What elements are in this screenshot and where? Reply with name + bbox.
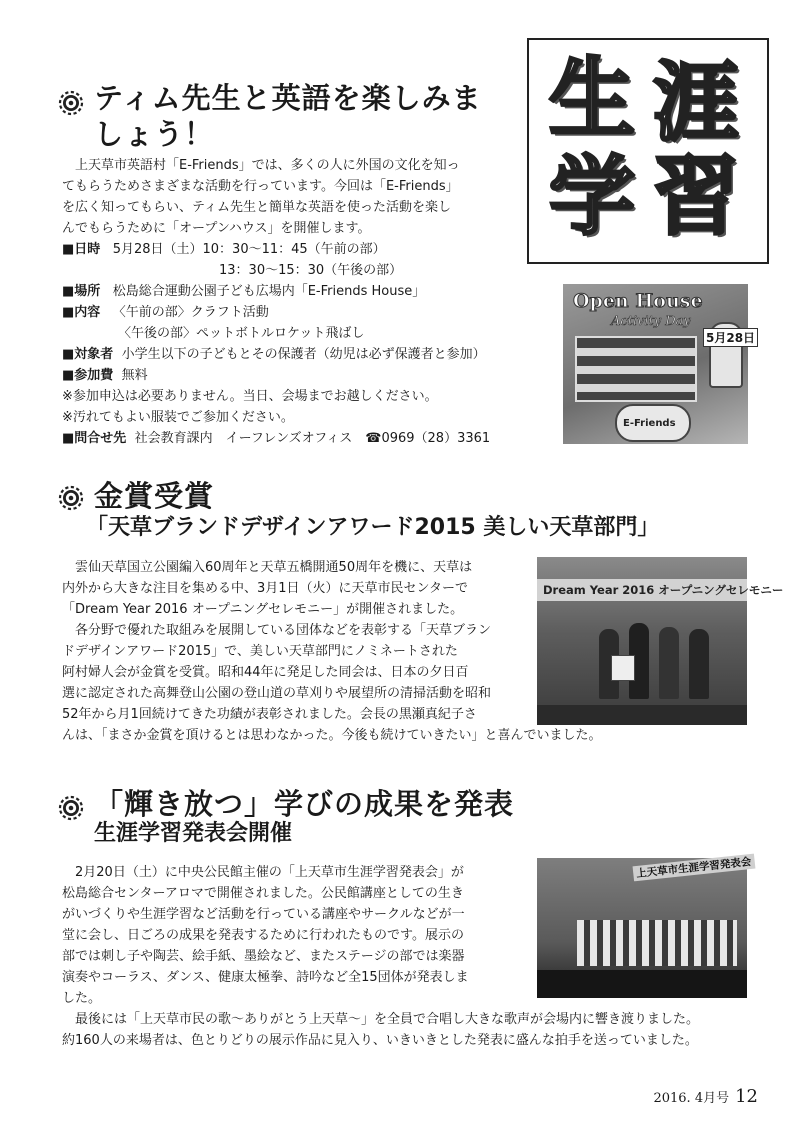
paragraph-line: 「Dream Year 2016 オープニングセレモニー」が開催されました。 <box>62 602 464 617</box>
place-value: 松島総合運動公園子ども広場内「E-Friends House」 <box>112 284 426 299</box>
content-label: ■内容 <box>62 305 101 320</box>
gear-bullet-icon <box>58 485 84 511</box>
banner-char: 涯 <box>653 53 739 153</box>
banner-char: 生 <box>549 49 635 149</box>
section1-title: ティム先生と英語を楽しみま しょう！ <box>94 81 482 151</box>
target-value: 小学生以下の子どもとその保護者（幼児は必ず保護者と参加） <box>121 347 486 362</box>
open-house-poster <box>563 284 756 444</box>
content-value: 〈午前の部〉クラフト活動 <box>112 305 269 320</box>
page-footer <box>653 1086 758 1107</box>
person-figure <box>689 629 709 699</box>
paragraph-line: を広く知ってもらい、ティム先生と簡単な英語を使った活動を楽し <box>62 200 451 215</box>
paragraph-line: 52年から月1回続けてきた功績が表彰されました。会長の黒瀬真紀子さ <box>62 707 477 722</box>
photo-stage-floor <box>537 970 747 998</box>
poster-subtitle: Activity Day <box>611 314 691 329</box>
choir-group <box>577 920 737 966</box>
paragraph-line: 最後には「上天草市民の歌〜ありがとう上天草〜」を全員で合唱し大きな歌声が会場内に響き渡りました。 <box>62 1012 700 1027</box>
section-banner <box>527 38 769 264</box>
photo-stage-banner: 上天草市生涯学習発表会 <box>633 854 755 882</box>
section1-body <box>62 155 532 239</box>
fee-label: ■参加費 <box>62 368 114 383</box>
paragraph-line: がいづくりや生涯学習など活動を行っている講座やサークルなどが一 <box>62 907 465 922</box>
paragraph-line: ドデザインアワード2015」で、美しい天草部門にノミネートされた <box>62 644 458 659</box>
section2-body <box>62 557 602 746</box>
paragraph-line: 雲仙天草国立公園編入60周年と天草五橋開通50周年を機に、天草は <box>62 560 473 575</box>
poster-title: Open House <box>573 290 703 312</box>
paragraph-line: した。 <box>62 991 102 1006</box>
note: ※参加申込は必要ありません。当日、会場までお越しください。 <box>62 389 438 404</box>
event-details <box>62 239 542 449</box>
photo-stage-floor <box>537 705 747 725</box>
paragraph-line: 選に認定された高舞登山公園の登山道の草刈りや展望所の清掃活動を昭和 <box>62 686 492 701</box>
poster-logo: E-Friends <box>623 418 676 429</box>
paragraph-line: 上天草市英語村「E-Friends」では、多くの人に外国の文化を知っ <box>62 158 460 173</box>
section3-body <box>62 862 532 1009</box>
fee-value: 無料 <box>121 368 148 383</box>
paragraph-line: 阿村婦人会が金賞を受賞。昭和44年に発足した同会は、日本の夕日百 <box>62 665 469 680</box>
target-label: ■対象者 <box>62 347 114 362</box>
poster-collage <box>575 336 697 402</box>
contact-value: 社会教育課内 イーフレンズオフィス ☎0969（28）3361 <box>134 431 491 446</box>
photo-stage-banner: Dream Year 2016 オープニングセレモニー <box>543 583 784 597</box>
paragraph-line: 内外から大きな注目を集める中、3月1日（火）に天草市民センターで <box>62 581 469 596</box>
paragraph-line: 約160人の来場者は、色とりどりの展示作品に見入り、いきいきとした発表に盛んな拍手を送っていました。 <box>62 1033 698 1048</box>
paragraph-line: 松島総合センターアロマで開催されました。公民館講座としての生き <box>62 886 464 901</box>
poster-date: 5月28日 <box>703 328 758 347</box>
recital-photo <box>537 855 752 998</box>
award-certificate <box>611 655 635 681</box>
content-value-2: 〈午後の部〉ペットボトルロケット飛ばし <box>118 326 365 341</box>
section3-subtitle: 生涯学習発表会開催 <box>94 821 293 846</box>
issue-date: 2016. 4月号 <box>653 1091 730 1106</box>
award-ceremony-photo <box>537 557 784 725</box>
paragraph-line: 部では刺し子や陶芸、絵手紙、墨絵など、またステージの部では楽器 <box>62 949 465 964</box>
banner-char: 学 <box>549 147 635 247</box>
date-value: 5月28日（土）10：30〜11：45（午前の部） <box>112 242 386 257</box>
gear-bullet-icon <box>58 795 84 821</box>
contact-label: ■問合せ先 <box>62 431 127 446</box>
paragraph-line: んは、「まさか金賞を頂けるとは思わなかった。今後も続けていきたい」と喜んでいました。 <box>62 728 602 743</box>
paragraph-line: 堂に会し、日ごろの成果を発表するために行われたものです。展示の <box>62 928 464 943</box>
date-label: ■日時 <box>62 242 101 257</box>
paragraph-line: んでもらうために「オープンハウス」を開催します。 <box>62 221 371 236</box>
paragraph-line: 2月20日（土）に中央公民館主催の「上天草市生涯学習発表会」が <box>62 865 464 880</box>
paragraph-line: 演奏やコーラス、ダンス、健康太極拳、詩吟など全15団体が発表しま <box>62 970 469 985</box>
section2-title: 金賞受賞 <box>94 479 215 513</box>
date-value-2: 13：30〜15：30（午後の部） <box>219 263 403 278</box>
person-figure <box>659 627 679 699</box>
paragraph-line: 各分野で優れた取組みを展開している団体などを表彰する「天草ブラン <box>62 623 492 638</box>
paragraph-line: てもらうためさまざまな活動を行っています。今回は「E-Friends」 <box>62 179 459 194</box>
section2-subtitle: 「天草ブランドデザインアワード2015 美しい天草部門」 <box>86 515 660 540</box>
gear-bullet-icon <box>58 90 84 116</box>
page-number: 12 <box>735 1086 758 1107</box>
place-label: ■場所 <box>62 284 101 299</box>
section3-title: 「輝き放つ」学びの成果を発表 <box>94 787 515 821</box>
banner-char: 習 <box>653 147 739 247</box>
note: ※汚れてもよい服装でご参加ください。 <box>62 410 294 425</box>
section3-body-wide <box>62 1009 762 1051</box>
